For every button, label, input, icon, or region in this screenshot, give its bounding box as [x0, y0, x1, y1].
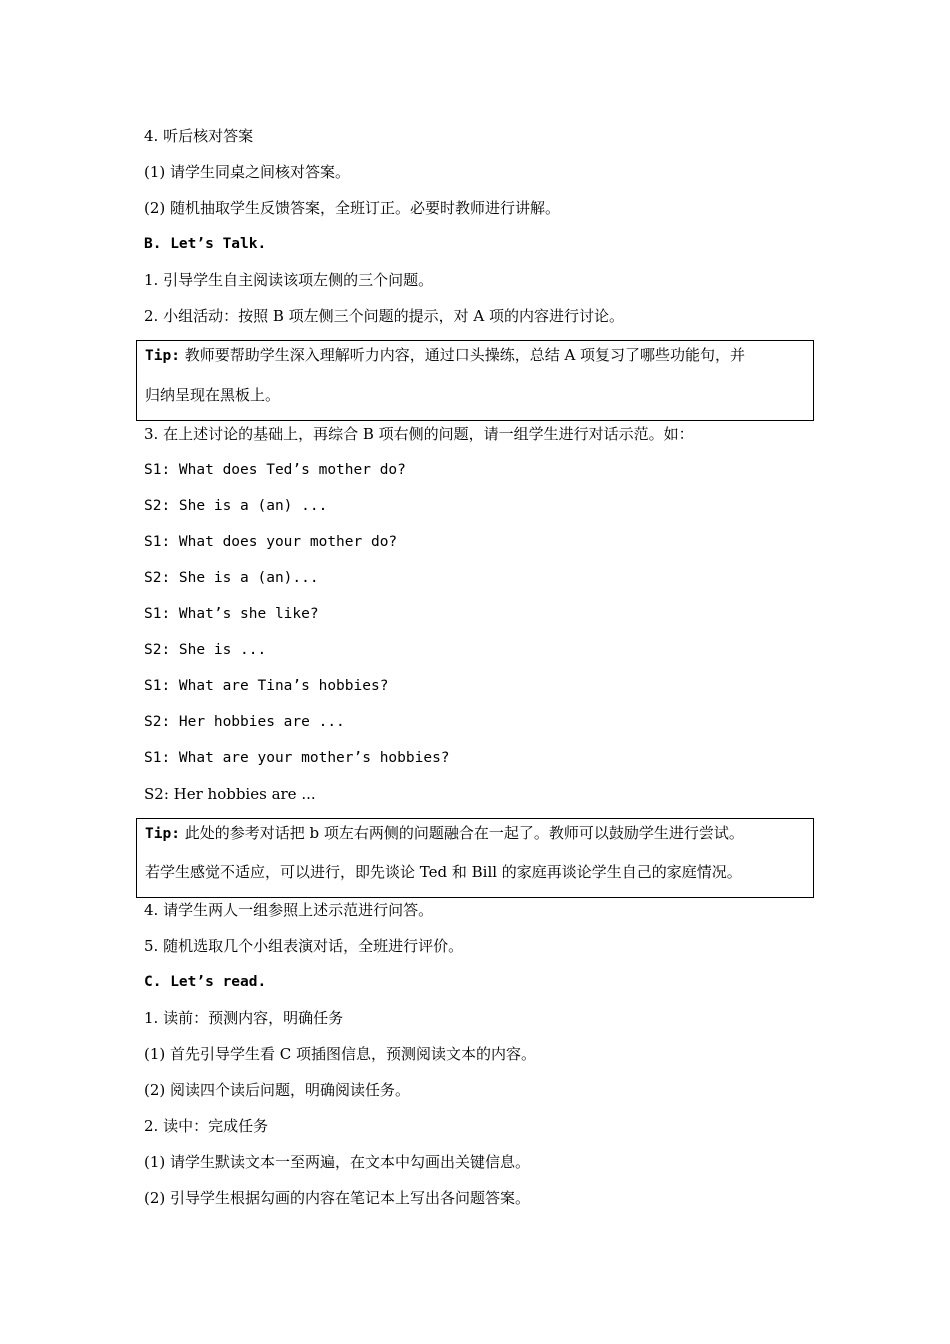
- step-4-item-1: (1) 请学生同桌之间核对答案。: [144, 163, 351, 181]
- section-b-heading: B. Let’s Talk.: [144, 236, 267, 252]
- section-c-heading: C. Let’s read.: [144, 974, 267, 990]
- tip-1-text-2: 归纳呈现在黑板上。: [145, 386, 281, 404]
- dialogue-line: S1: What does your mother do?: [144, 534, 398, 550]
- tip-2-label: Tip:: [145, 826, 180, 842]
- tip-1-label: Tip:: [145, 348, 180, 364]
- section-c-step-2-item-1: (1) 请学生默读文本一至两遍，在文本中勾画出关键信息。: [144, 1153, 531, 1171]
- dialogue-line: S1: What’s she like?: [144, 606, 319, 622]
- section-b-step-1: 1. 引导学生自主阅读该项左侧的三个问题。: [144, 271, 434, 289]
- dialogue-line: S2: She is a (an) ...: [144, 498, 328, 514]
- section-c-step-1-item-2: (2) 阅读四个读后问题，明确阅读任务。: [144, 1081, 411, 1099]
- section-c-step-1-item-1: (1) 首先引导学生看 C 项插图信息，预测阅读文本的内容。: [144, 1045, 537, 1063]
- dialogue-line: S2: Her hobbies are ...: [144, 785, 316, 803]
- tip-1-line-1: [145, 345, 745, 366]
- tip-2-text-1: 此处的参考对话把 b 项左右两侧的问题融合在一起了。教师可以鼓励学生进行尝试。: [179, 824, 744, 842]
- tip-box-1: [136, 340, 814, 421]
- tip-2-line-1: [145, 823, 744, 844]
- section-b-step-3: 3. 在上述讨论的基础上，再综合 B 项右侧的问题，请一组学生进行对话示范。如：: [144, 425, 694, 443]
- tip-box-2: [136, 818, 814, 898]
- dialogue-line: S1: What does Ted’s mother do?: [144, 462, 406, 478]
- section-b-step-2: 2. 小组活动：按照 B 项左侧三个问题的提示，对 A 项的内容进行讨论。: [144, 307, 625, 325]
- step-4-heading: 4. 听后核对答案: [144, 127, 254, 145]
- dialogue-line: S2: She is ...: [144, 642, 267, 658]
- dialogue-line: S2: Her hobbies are ...: [144, 714, 345, 730]
- tip-1-text-1: 教师要帮助学生深入理解听力内容，通过口头操练，总结 A 项复习了哪些功能句，并: [179, 346, 746, 364]
- section-c-step-2-item-2: (2) 引导学生根据勾画的内容在笔记本上写出各问题答案。: [144, 1189, 531, 1207]
- dialogue-line: S1: What are your mother’s hobbies?: [144, 750, 450, 766]
- section-b-step-4: 4. 请学生两人一组参照上述示范进行问答。: [144, 901, 434, 919]
- section-b-step-5: 5. 随机选取几个小组表演对话，全班进行评价。: [144, 937, 464, 955]
- dialogue-line: S2: She is a (an)...: [144, 570, 319, 586]
- section-c-step-2: 2. 读中：完成任务: [144, 1117, 269, 1135]
- dialogue-line: S1: What are Tina’s hobbies?: [144, 678, 389, 694]
- tip-2-text-2: 若学生感觉不适应，可以进行，即先谈论 Ted 和 Bill 的家庭再谈论学生自己的家庭情况。: [145, 863, 742, 881]
- section-c-step-1: 1. 读前：预测内容，明确任务: [144, 1009, 344, 1027]
- step-4-item-2: (2) 随机抽取学生反馈答案，全班订正。必要时教师进行讲解。: [144, 199, 561, 217]
